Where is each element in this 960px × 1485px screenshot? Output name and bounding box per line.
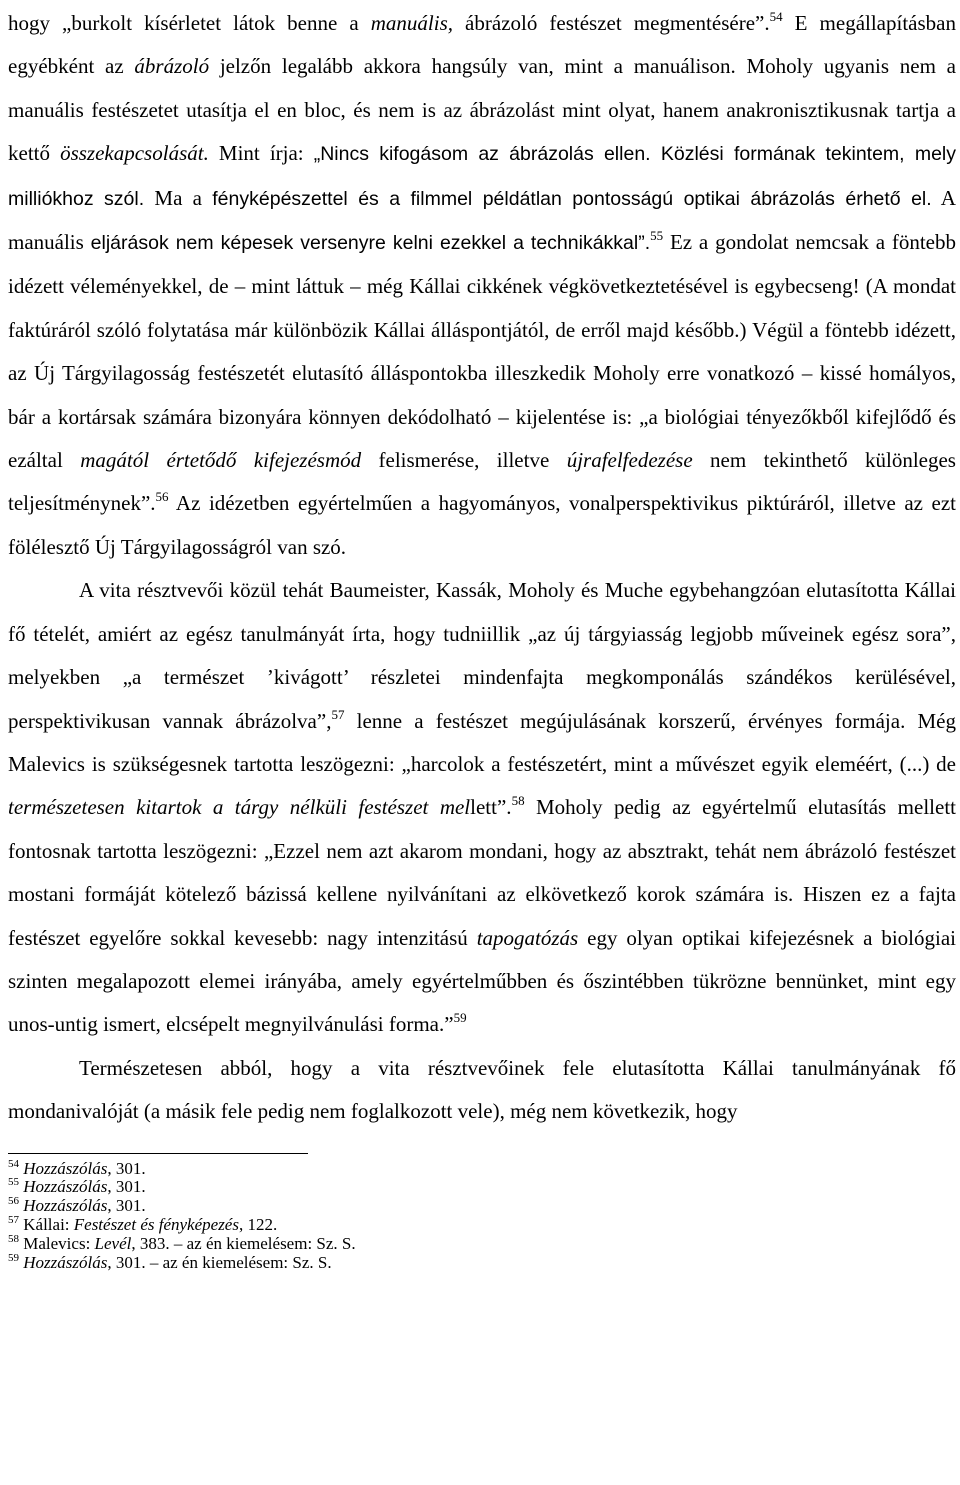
italic-text: újrafelfedezése [566, 448, 693, 473]
footnote [8, 1235, 956, 1254]
footnote [8, 1178, 956, 1197]
footnote-ref: 58 [511, 793, 525, 809]
text-run: Ez a gondolat nemcsak a föntebb idézett véleményekkel, de – mint láttuk – még Kállai cikkének végkövetkeztetésével is egybecseng! (A mondat faktúráról szóló folytatása már különbözik Kállai álláspontjától, de erről majd később.) Végül a föntebb idézett, az Új Tárgyilagosság festészetét elutasító álláspontokba illeszkedik Moholy erre vonatkozó – kissé homályos, bár a kortársak számára bizonyára könnyen dekódolható – kijelentése is: „a biológiai tényezőkből kifejlődő és ezáltal [8, 230, 956, 473]
footnote-ref: 55 [650, 228, 664, 244]
text-run: nem tekinthető különleges teljesítménynek”. [8, 448, 956, 516]
italic-text: Levél [94, 1234, 132, 1254]
text-run: , 383. – az én kiemelésem: Sz. S. [131, 1234, 356, 1254]
document-page [8, 2, 956, 1273]
italic-text: Hozzászólás [23, 1196, 108, 1216]
text-run: , 301. [107, 1158, 146, 1178]
italic-text: Hozzászólás [23, 1158, 108, 1178]
footnote-separator [8, 1153, 308, 1154]
italic-text: Hozzászólás [23, 1177, 108, 1197]
quote-text: „Nincs kifogásom az ábrázolás ellen. [313, 143, 651, 166]
italic-text: ábrázoló [134, 54, 210, 79]
footnote-number: 55 [8, 1176, 19, 1189]
footnote [8, 1254, 956, 1273]
footnotes [8, 1157, 956, 1273]
text-run: Kállai: [23, 1215, 74, 1235]
text-run: ábrázoló festészet megmentésére”. [453, 11, 770, 35]
text-run: A vita résztvevői közül tehát Baumeister, Kassák, Moholy és Muche egybehangzóan elutasította Kállai fő tételét, amiért az egész tanulmányát írta, hogy tudniillik „az új tárgyiasság legjobb műveinek egész sora”, melyekben „a természet ’kivágott’ részletei mindenfajta megkomponálás szándékos kerülésével, perspektivikusan vannak ábrázolva”, [8, 578, 956, 733]
footnote [8, 1216, 956, 1235]
italic-text: Festészet és fényképezés [73, 1215, 239, 1235]
text-run: A manuális [8, 185, 956, 255]
text-run: jelzőn legalább akkora hangsúly van, mint a manuálison. Moholy ugyanis nem a manuális festészetet utasítja el en bloc, és nem is az ábrázolást mint olyat, hanem anakronisztikusnak tartja a kettő [8, 54, 956, 166]
paragraph [8, 569, 956, 1046]
text-run: , 301. [107, 1177, 146, 1197]
text-run: hogy „burkolt kísérletet látok benne a [8, 11, 371, 35]
italic-text: manuális, [370, 11, 453, 35]
quote-text: eljárások nem képesek versenyre kelni ezekkel a technikákkal”. [90, 232, 651, 255]
text-run: lett”. [470, 795, 512, 820]
text-run: Természetesen abból, hogy a vita résztvevőinek fele elutasította Kállai tanulmányának fő mondanivalóját (a másik fele pedig nem foglalkozott vele), még nem következik, hogy [8, 1055, 956, 1124]
text-run: lenne a festészet megújulásának korszerű, érvényes formája. Még Malevics is szükségesnek tartotta leszögezni: „harcolok a festészetért, mint a művészet egyik eleméért, (...) de [8, 708, 956, 776]
footnote-ref: 59 [453, 1010, 467, 1026]
italic-text: tapogatózás [476, 925, 579, 950]
footnote-number: 57 [8, 1214, 19, 1227]
text-run: egy olyan optikai kifejezésnek a biológiai szinten megalapozott elemei irányába, amely egyértelműbben és őszintébben tükrözne bennünket, mint egy unos-untig ismert, elcsépelt megnyilvánulási forma.” [8, 925, 956, 1037]
footnote-ref: 57 [331, 706, 345, 722]
italic-text: magától értetődő kifejezésmód [80, 448, 362, 473]
footnote [8, 1197, 956, 1216]
footnote-number: 58 [8, 1233, 19, 1246]
text-run: , 301. – az én kiemelésem: Sz. S. [107, 1253, 332, 1273]
quote-text: Közlési formának tekintem, mely milliókhoz szól. [8, 143, 956, 210]
body-text [8, 2, 956, 1134]
text-run: , 122. [238, 1215, 278, 1235]
italic-text: természetesen kitartok a tárgy nélküli festészet mel [8, 795, 471, 820]
text-run: Mint írja: [208, 141, 314, 166]
text-run: Ma a [144, 185, 213, 210]
footnote-ref: 56 [155, 489, 169, 505]
text-run: E megállapításban egyébként az [8, 11, 956, 79]
footnote [8, 1157, 956, 1179]
text-run: felismerése, illetve [361, 448, 567, 473]
footnote-number: 54 [8, 1157, 19, 1170]
paragraph [8, 2, 956, 569]
paragraph [8, 1047, 956, 1134]
text-run: , 301. [107, 1196, 146, 1216]
italic-text: Hozzászólás [23, 1253, 108, 1273]
quote-text: fényképészettel és a filmmel példátlan pontosságú optikai ábrázolás érhető el. [212, 187, 932, 210]
text-run: Moholy pedig az egyértelmű elutasítás mellett fontosnak tartotta leszögezni: „Ezzel nem azt akarom mondani, hogy az absztrakt, tehát nem ábrázoló festészet mostani formáját kötelező bázissá kellene nyilvánítani az elkövetkező korok számára is. Hiszen ez a fajta festészet egyelőre sokkal kevesebb: nagy intenzitású [8, 795, 956, 950]
footnote-ref: 54 [769, 9, 783, 24]
footnote-number: 56 [8, 1195, 19, 1208]
italic-text: összekapcsolását. [60, 141, 209, 166]
text-run: Malevics: [23, 1234, 95, 1254]
footnote-number: 59 [8, 1252, 19, 1265]
text-run: Az idézetben egyértelműen a hagyományos, vonalperspektivikus piktúráról, illetve az ezt fölélesztő Új Tárgyilagosságról van szó. [8, 491, 956, 559]
